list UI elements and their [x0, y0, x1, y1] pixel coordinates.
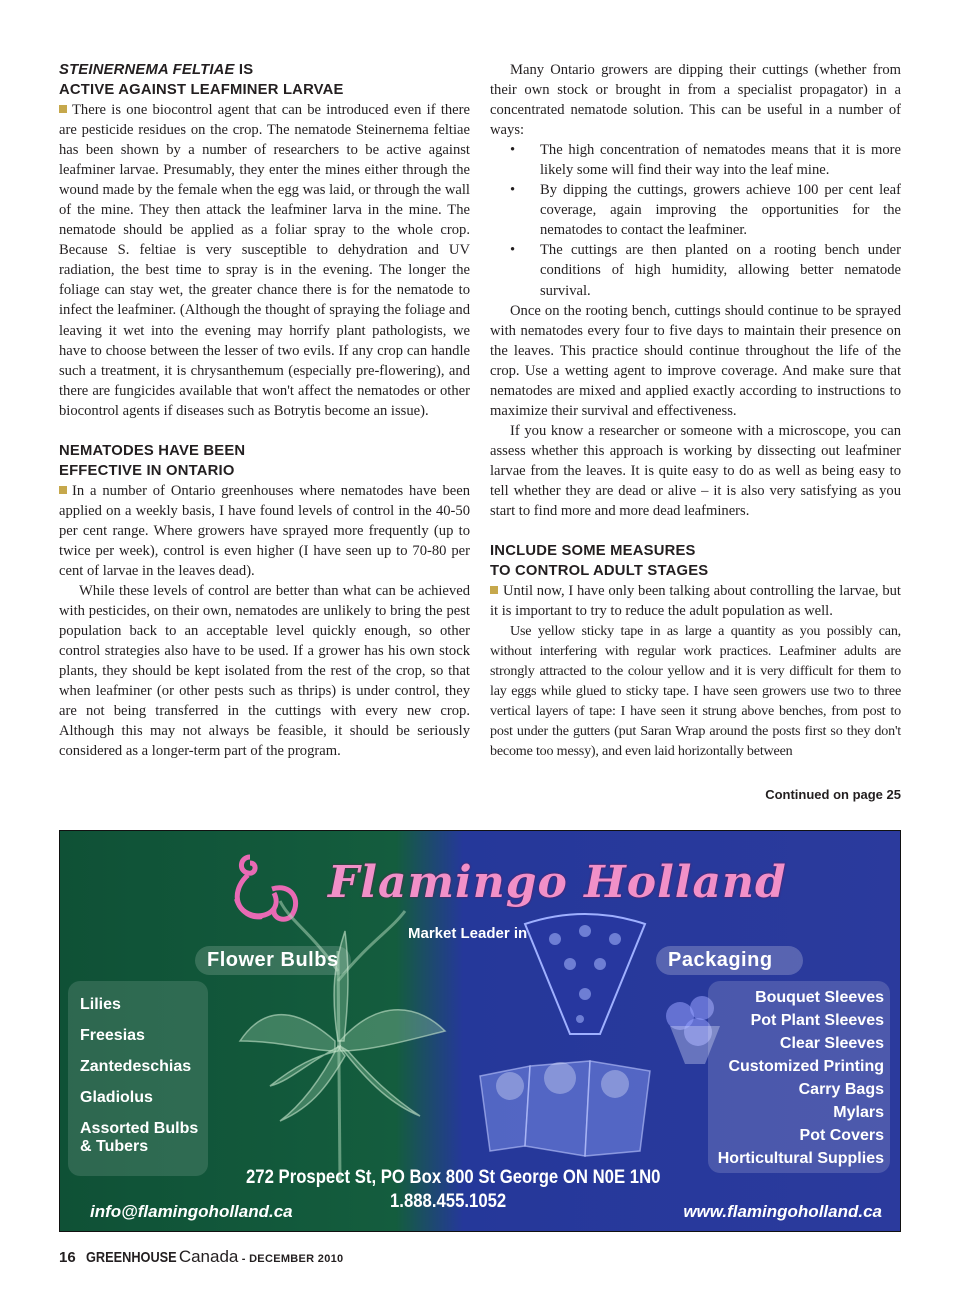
- issue-date: - DECEMBER 2010: [238, 1253, 344, 1265]
- paragraph: Many Ontario growers are dipping their cuttings (whether from their own stock or brought in from a specialist propagator) in a concentrated nematode solution. This can be useful in a number of ways:: [490, 62, 901, 139]
- bulbs-list: [80, 996, 198, 1154]
- list-item: Horticultural Supplies: [717, 1150, 884, 1167]
- list-item-text: The high concentration of nematodes means that it is more likely some will find their way into the leaf mine.: [540, 142, 901, 179]
- magazine-name-light: Canada: [178, 1247, 239, 1266]
- list-item: Pot Covers: [799, 1127, 884, 1144]
- magazine-name-bold: GREENHOUSE: [86, 1249, 177, 1266]
- section-marker-icon: [59, 105, 67, 113]
- list-item-line2: & Tubers: [80, 1138, 149, 1155]
- heading-line1: NEMATODES HAVE BEEN: [59, 442, 246, 459]
- ad-address: 272 Prospect St, PO Box 800 St George ON N0E 1N0: [246, 1167, 661, 1188]
- paragraph: [490, 581, 901, 621]
- heading-line1: INCLUDE SOME MEASURES: [490, 543, 696, 560]
- paragraph-text: In a number of Ontario greenhouses where nematodes have been applied on a weekly basis, I have found levels of control in the 40-50 per cent range. Where growers have sprayed more frequently (up to twice per week), control is even higher (I have seen up to 70-80 per cent of larvae in the leaves dead).: [59, 482, 470, 579]
- list-item: [490, 240, 901, 300]
- heading-line2: EFFECTIVE IN ONTARIO: [59, 462, 235, 479]
- ad-website-link[interactable]: www.flamingoholland.ca: [683, 1202, 882, 1221]
- paragraph: [59, 100, 470, 421]
- section-marker-icon: [59, 486, 67, 494]
- left-column: [59, 60, 470, 761]
- heading-adult-stages: [490, 541, 901, 581]
- heading-italic: STEINERNEMA FELTIAE: [59, 62, 235, 78]
- paragraph-text: There is one biocontrol agent that can be introduced even if there are pesticide residues on the crop. The nematode Steinernema feltiae has been shown by a number of researchers to be active against leafminer larvae. Presumably, they enter the mines either through the wound made by the female when the egg was laid, or through the wall of the mine. They then attack the leafminer larva in the mine. The nematode should be applied as a foliar spray to the whole crop. Because S. feltiae is very susceptible to dehydration and UV radiation, the best time to spray is in the evening. The longer the foliage can stay wet, the greater chance there is for the nematode to infect the leafminer. (Although the thought of spraying the foliage and leaving it wet into the evening may horrify plant pathologists, we have to choose between the lesser of two evils. If any crop can handle such a treatment, it is chrysanthemum (especially pre-flowering), and there are fungicides available that won't affect the nematodes or other biocontrol agents if diseases such as Botrytis become an issue).: [59, 102, 470, 419]
- packaging-title: Packaging: [656, 946, 803, 975]
- heading-nematodes-effective: [59, 441, 470, 481]
- pot-covers-icon: [470, 1046, 680, 1166]
- bullet-icon: •: [510, 142, 516, 159]
- ad-phone[interactable]: 1.888.455.1052: [390, 1191, 507, 1212]
- paragraph: While these levels of control are better than what can be achieved with pesticides, on their own, nematodes are unlikely to bring the pest population back to an acceptable level quickly enough, so other control strategies also have to be used. If a grower has his own stock plants, they should be kept isolated from the rest of the crop, so that when leafminer (or other pests such as thrips) is under control, they are not being transferred in the cuttings with every new crop. Although this may not always be feasible, it should be seriously considered as a longer-term part of the program.: [59, 582, 470, 760]
- list-item: [490, 140, 901, 180]
- list-item: Clear Sleeves: [779, 1035, 884, 1052]
- list-item: Freesias: [80, 1027, 145, 1044]
- right-column: [490, 60, 901, 762]
- paragraph: [59, 481, 470, 581]
- paragraph: Once on the rooting bench, cuttings should continue to be sprayed with nematodes every four to five days to maintain their presence on the leaves. This practice should continue throughout the life of the crop. Use a wetting agent to improve coverage. And make sure that nematodes are mixed and applied exactly according to instructions to maximize their survival and effectiveness.: [490, 302, 901, 419]
- list-item: Gladiolus: [80, 1089, 153, 1106]
- paragraph-text: Until now, I have only been talking about controlling the larvae, but it is important to try to reduce the adult population as well.: [490, 583, 901, 620]
- list-item: Pot Plant Sleeves: [750, 1012, 884, 1029]
- heading-rest: IS: [234, 62, 254, 78]
- list-item-text: By dipping the cuttings, growers achieve 100 per cent leaf coverage, again improving the opportunities for the nematodes to contact the leafminer.: [540, 182, 901, 239]
- section-marker-icon: [490, 586, 498, 594]
- packaging-list: [718, 988, 884, 1172]
- list-item: Customized Printing: [728, 1058, 884, 1075]
- heading-line2: TO CONTROL ADULT STAGES: [490, 563, 709, 580]
- flower-bulbs-title: Flower Bulbs: [195, 946, 351, 975]
- page-footer: [59, 1247, 343, 1267]
- brand-name: Flamingo Holland: [328, 857, 787, 908]
- list-item-line1: Assorted Bulbs: [80, 1120, 199, 1137]
- list-item: Lilies: [80, 996, 121, 1013]
- paragraph: If you know a researcher or someone with a microscope, you can assess whether this approach is working by dissecting out leafminer larvae from the leaves. It is quite easy to do as well as being easy to tell whether they are dead or alive – it is also very satisfying as you start to find more and more dead leafminers.: [490, 422, 901, 520]
- flamingo-holland-ad[interactable]: [59, 830, 901, 1232]
- heading-steinernema: [59, 60, 470, 100]
- bullet-icon: •: [510, 242, 516, 259]
- list-item: [490, 180, 901, 240]
- list-item: Zantedeschias: [80, 1058, 192, 1075]
- bullet-icon: •: [510, 182, 516, 199]
- list-item: Bouquet Sleeves: [755, 989, 884, 1006]
- bouquet-sleeve-icon: [520, 909, 650, 1039]
- list-item: [80, 1120, 198, 1154]
- lily-flower-icon: [220, 891, 460, 1181]
- ad-email-link[interactable]: info@flamingoholland.ca: [90, 1202, 293, 1221]
- heading-line2: ACTIVE AGAINST LEAFMINER LARVAE: [59, 82, 344, 98]
- tagline: Market Leader in: [408, 925, 528, 942]
- list-item: Mylars: [833, 1104, 884, 1121]
- continued-note: Continued on page 25: [765, 787, 901, 802]
- paragraph: Use yellow sticky tape in as large a quantity as you possibly can, without interfering with regular work practices. Leafminer adults are strongly attracted to the colour yellow and it is very difficult for them to lay eggs while glued to sticky tape. I have seen growers use two to three vertical layers of tape: I have seen it strung above benches, from post to post under the gutters (put Saran Wrap around the posts first so they don't become too messy), and even laid horizontally between: [490, 623, 901, 760]
- list-item-text: The cuttings are then planted on a rooting bench under conditions of high humidity, allowing better nematode survival.: [540, 242, 901, 299]
- list-item: Carry Bags: [798, 1081, 884, 1098]
- page-number: 16: [59, 1249, 76, 1266]
- bullet-list: [490, 140, 901, 300]
